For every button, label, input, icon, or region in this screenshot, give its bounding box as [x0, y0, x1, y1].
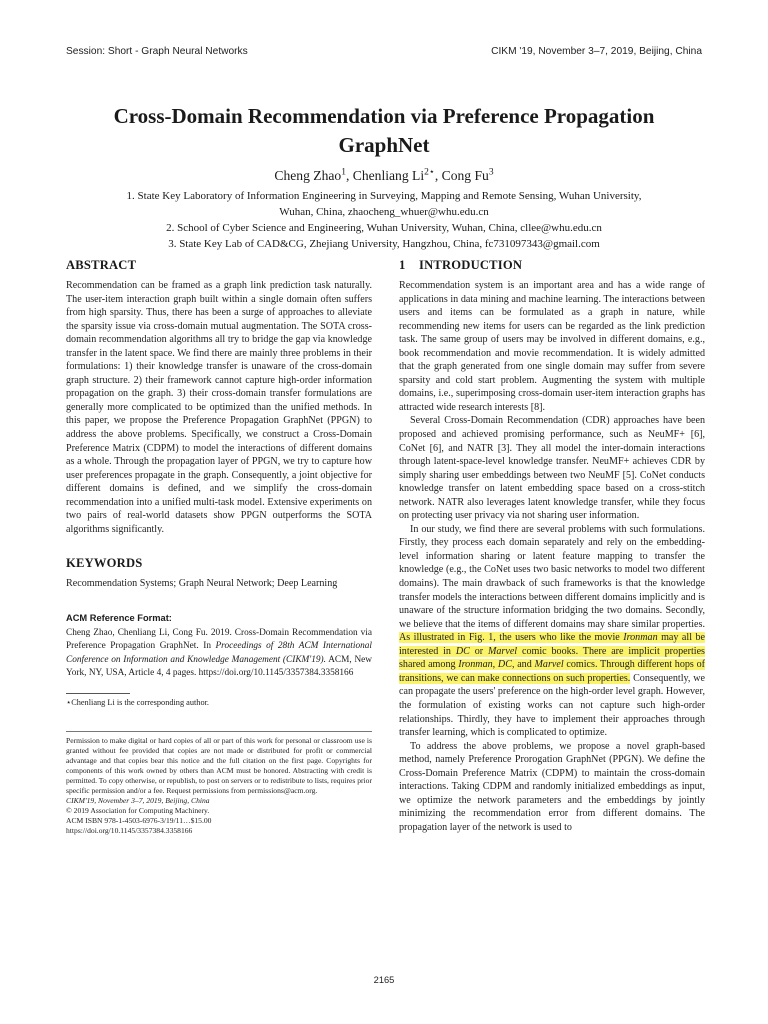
author-name: Chenliang Li: [352, 168, 425, 183]
acm-reference-authors: Cheng Zhao, Chenliang Li, Cong Fu. 2019. Cross-Domain Recommendation via Preference Propagation GraphNet. In: [66, 627, 372, 652]
highlight-text: , and: [511, 659, 535, 671]
left-column: [66, 258, 372, 837]
highlight-italic: DC: [497, 659, 512, 671]
right-column: [399, 258, 705, 834]
author-superscript: 3: [488, 167, 494, 178]
highlight-italic: DC: [455, 645, 470, 657]
header-conference: CIKM '19, November 3–7, 2019, Beijing, China: [491, 46, 702, 57]
highlight-italic: Marvel: [534, 659, 564, 671]
intro-paragraph-3: [399, 523, 705, 740]
affiliation-line: 2. School of Cyber Science and Engineering, Wuhan University, Wuhan, China, cllee@whu.edu.cn: [166, 222, 602, 234]
footnote-divider: [66, 693, 130, 694]
acm-reference-text: [66, 627, 372, 681]
keywords-heading: KEYWORDS: [66, 556, 143, 571]
acm-reference-heading: ACM Reference Format:: [66, 612, 172, 623]
permission-divider: [66, 731, 372, 732]
abstract-heading: ABSTRACT: [66, 258, 137, 272]
running-header: [66, 46, 702, 57]
affiliation-line: 1. State Key Laboratory of Information Engineering in Surveying, Mapping and Remote Sensing, Wuhan University,: [126, 190, 642, 202]
section-title: INTRODUCTION: [419, 258, 523, 272]
acm-reference-venue: Proceedings of 28th ACM International Conference on Information and Knowledge Management (CIKM'19).: [66, 641, 372, 665]
affiliation-list: [66, 188, 702, 252]
paper-title-line-1: Cross-Domain Recommendation via Preference Propagation: [113, 104, 655, 128]
highlight-italic: Ironman: [623, 632, 658, 644]
acm-reference-doi: ACM, New York, NY, USA, Article 4, 4 pages. https://doi.org/10.1145/3357384.3358166: [66, 654, 372, 679]
paper-title-line-2: GraphNet: [338, 133, 430, 157]
highlight-text: ,: [492, 659, 498, 671]
introduction-heading: [399, 258, 705, 273]
permission-copyright: © 2019 Association for Computing Machinery.: [66, 806, 210, 816]
highlight-italic: Marvel: [487, 645, 518, 657]
author-list: Cheng Zhao$^1$, Chenliang $Li^{2⋆}$, Cong Fu$^3$: [274, 167, 494, 183]
permission-isbn: ACM ISBN 978-1-4503-6976-3/19/11…$15.00: [66, 816, 212, 826]
intro-p3-end: Consequently, we can propagate the users' preference on the high-order level graph. However, the formulation of existing works can not capture such high-order relationships. Thirdly, they have to implement their approaches through transfer learning, which is complicated to optimize.: [399, 672, 705, 739]
affiliation-line: Wuhan, China, zhaocheng_whuer@whu.edu.cn: [279, 206, 489, 218]
highlight-text: comic books. There are implicit properties shared among: [399, 645, 705, 671]
author-superscript: 1: [341, 167, 346, 178]
highlight-text: comics. Through different hops of transitions, we can make connections on such properties.: [399, 659, 705, 684]
author-name: Cong Fu: [441, 168, 489, 183]
author-name: Cheng Zhao: [274, 168, 342, 183]
intro-paragraph-1: Recommendation system is an important area and has a wide range of applications in data mining and machine learning. The interactions between users and items can be formulated as a graph in nature, while recommending new items for users can be regarded as the link prediction task. The same group of users may be involved in different domains, e.g., book recommendation and movie recommendation. It is widely admitted that the graph generated from one single domain may suffer from severe sparsity and cold start problem. Augmenting the system with multiple domains, i.e., superimposing cross-domain user-item interaction graphs has attracted wide research interests [8].: [399, 280, 705, 413]
author-superscript: 2⋆: [424, 167, 435, 178]
page-number: 2165: [373, 975, 395, 985]
highlight-text: or: [469, 645, 488, 657]
permission-text: Permission to make digital or hard copies of all or part of this work for personal or classroom use is granted without fee provided that copies are not made or distributed for profit or commercial advantage and that copies bear this notice and the full citation on the first page. Copyrights for components of this work owned by others than ACM must be honored. Abstracting with credit is permitted. To copy otherwise, or republish, to post on servers or to redistribute to lists, requires prior specific permission and/or a fee. Request permissions from permissions@acm.org.: [66, 735, 372, 796]
corresponding-author-footnote: ⋆Chenliang Li is the corresponding author.: [66, 697, 209, 707]
intro-paragraph-4: To address the above problems, we propose a novel graph-based method, namely Preference Prorogation GraphNet (PPGN). We define the Cross-Domain Preference Matrix (CDPM) to maintain the cross-domain interactions. Taking CDPM and randomly initialized embeddings as input, we optimize the network parameters and the embeddings by jointly minimizing the recommendation error from different domains. The propagation layer of the network is used to: [399, 740, 705, 833]
highlight-text: As illustrated in Fig. 1, the users who like the movie: [399, 632, 624, 644]
keywords-text: Recommendation Systems; Graph Neural Network; Deep Learning: [66, 578, 338, 590]
intro-p3-start: In our study, we find there are several problems with such formulations. Firstly, they process each domain separately and rely on the embedding-level information sharing or latent feature mapping to transfer the knowledge (e.g., the CoNet uses two basic networks to model two different domains). The main drawback of such frameworks is that the knowledge transfer models the interactions between different domains implicitly and is unaware of the structure information bridging the two domains. Secondly, we believe that the items of different domains may share similar properties.: [399, 523, 705, 630]
highlight-italic: Ironman: [458, 659, 493, 671]
section-number: 1: [399, 258, 406, 272]
permission-conference: CIKM'19, November 3–7, 2019, Beijing, China: [66, 796, 210, 806]
permission-block: [66, 736, 372, 837]
permission-doi: https://doi.org/10.1145/3357384.3358166: [66, 826, 193, 836]
intro-paragraph-2: Several Cross-Domain Recommendation (CDR) approaches have been proposed and achieved promising performance, such as NeuMF+ [6], CoNet [6], and NATR [3]. They all model the inter-domain interactions through latent-space-level knowledge transfer. NeuMF+ achieves CDR by simply sharing user embeddings between two NeuMF [5]. CoNet conducts knowledge transfer on latent embedding space based on a cross-stitch network. NATR also leverages latent knowledge transfer, while they focus on protecting user privacy via not sharing user information.: [399, 415, 705, 522]
header-session: Session: Short - Graph Neural Networks: [66, 46, 248, 57]
highlight-text: may all be interested in: [399, 632, 705, 657]
abstract-text: Recommendation can be framed as a graph link prediction task naturally. The user-item interaction graph built within a single domain often suffers from high sparsity. Thus, there has been a surge of approaches to alleviate the sparsity issue via cross-domain mutual augmentation. The SOTA cross-domain recommendation algorithms all try to bridge the gap via knowledge transfer in the latent space. We find there are mainly three problems in their formulations: 1) their knowledge transfer is unaware of the cross-domain graph structure. 2) their framework cannot capture high-order information propagation on the graph. 3) their cross-domain transfer formulations are generally more complicated to be optimized than the unified methods. In this paper, we propose the Preference Propagation GraphNet (PPGN) to address the above problems. Specifically, we construct a Cross-Domain Preference Matrix (CDPM) to model the interactions of different domains as a whole. Through the propagation layer of PPGN, we try to capture how user preferences propagate in the graph. Consequently, a joint objective for different domains is defined, and we simplify the cross-domain recommendation into a unified multi-task model. Extensive experiments on two pairs of real-world datasets show PPGN outperforms the SOTA algorithms significantly.: [66, 280, 372, 535]
affiliation-line: 3. State Key Lab of CAD&CG, Zhejiang University, Hangzhou, China, fc731097343@gmail.com: [168, 238, 600, 250]
paper-title: [66, 102, 702, 160]
